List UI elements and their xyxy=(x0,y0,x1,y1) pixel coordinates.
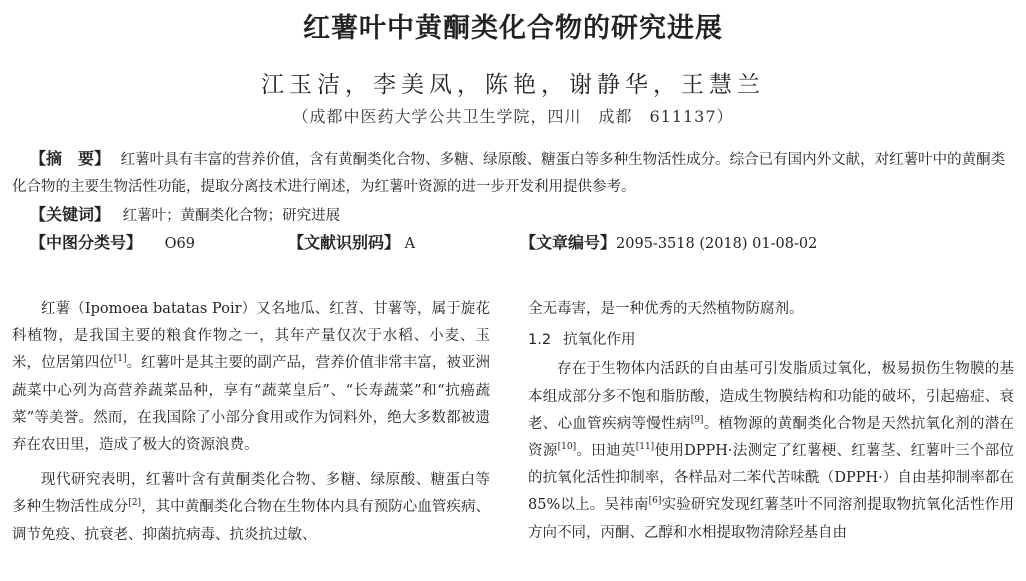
citation-ref: [2] xyxy=(128,498,142,509)
abstract-text: 红薯叶具有丰富的营养价值，含有黄酮类化合物、多糖、绿原酸、糖蛋白等多种生物活性成分。综合已有国内外文献，对红薯叶中的黄酮类化合物的主要生物活性功能，提取分离技术进行阐述，为红薯叶资源的进一步开发利用提供参考。 xyxy=(12,152,1006,195)
body-right-column xyxy=(528,296,1014,547)
keywords-label: 【关键词】 xyxy=(30,205,111,224)
abstract xyxy=(12,145,1014,201)
section-number: 1.2 xyxy=(528,332,552,349)
citation-ref: [1] xyxy=(113,354,127,365)
doc-code-label: 【文献识别码】 xyxy=(288,233,401,252)
article-number-label: 【文章编号】 xyxy=(520,233,617,252)
citation-ref: [6] xyxy=(648,496,662,507)
author-affiliation: （成都中医药大学公共卫生学院，四川 成都 611137） xyxy=(292,107,734,126)
body-paragraph: 全无毒害，是一种优秀的天然植物防腐剂。 xyxy=(528,301,804,317)
citation-ref: [10] xyxy=(557,442,577,453)
article-meta xyxy=(30,230,1010,254)
section-title: 抗氧化作用 xyxy=(563,332,636,349)
section-heading xyxy=(528,327,1014,354)
citation-ref: [9] xyxy=(690,414,704,425)
keywords-text: 红薯叶；黄酮类化合物；研究进展 xyxy=(122,208,341,224)
citation-ref: [11] xyxy=(635,442,655,453)
body-paragraph: 现代研究表明，红薯叶含有黄酮类化合物、多糖、绿原酸、糖蛋白等多种生物活性成分[2]，其中黄酮类化合物在生物体内具有预防心血管疾病、调节免疫、抗衰老、抑菌抗病毒、抗炎抗过敏、 xyxy=(12,472,490,543)
body-paragraph: 存在于生物体内活跃的自由基可引发脂质过氧化，极易损伤生物膜的基本组成部分多不饱和脂肪酸，造成生物膜结构和功能的破坏，引起癌症、衰老、心血管疾病等慢性病[9]。植物源的黄酮类化合物是天然抗氧化剂的潜在资源[10]。田迪英[11]使用DPPH·法测定了红薯梗、红薯茎、红薯叶三个部位的抗氧化活性抑制率，各样品对二苯代苦味酰（DPPH·）自由基抑制率都在85%以上。吴祎南[6]实验研究发现红薯茎叶不同溶剂提取物抗氧化活性作用方向不同，丙酮、乙醇和水相提取物清除羟基自由 xyxy=(528,361,1015,541)
doc-code-value: A xyxy=(404,236,416,252)
author-list: 江玉洁，李美凤，陈艳，谢静华，王慧兰 xyxy=(261,72,765,98)
keywords-row xyxy=(30,202,340,225)
article-number-value: 2095-3518 (2018) 01-08-02 xyxy=(616,236,818,252)
abstract-label: 【摘 要】 xyxy=(30,149,111,168)
body-paragraph: 红薯（Ipomoea batatas Poir）又名地瓜、红苕、甘薯等，属于旋花科植物，是我国主要的粮食作物之一，其年产量仅次于水稻、小麦、玉米，位居第四位[1]。红薯叶是其主要的副产品，营养价值非常丰富，被亚洲蔬菜中心列为高营养蔬菜品种，享有“蔬菜皇后”、“长寿蔬菜”和“抗癌蔬菜”等美誉。然而，在我国除了小部分食用或作为饲料外，绝大多数都被遗弃在农田里，造成了极大的资源浪费。 xyxy=(12,301,491,454)
clc-value: O69 xyxy=(164,236,195,252)
paper-title: 红薯叶中黄酮类化合物的研究进展 xyxy=(303,13,723,44)
body-left-column xyxy=(12,296,490,549)
clc-label: 【中图分类号】 xyxy=(30,233,143,252)
